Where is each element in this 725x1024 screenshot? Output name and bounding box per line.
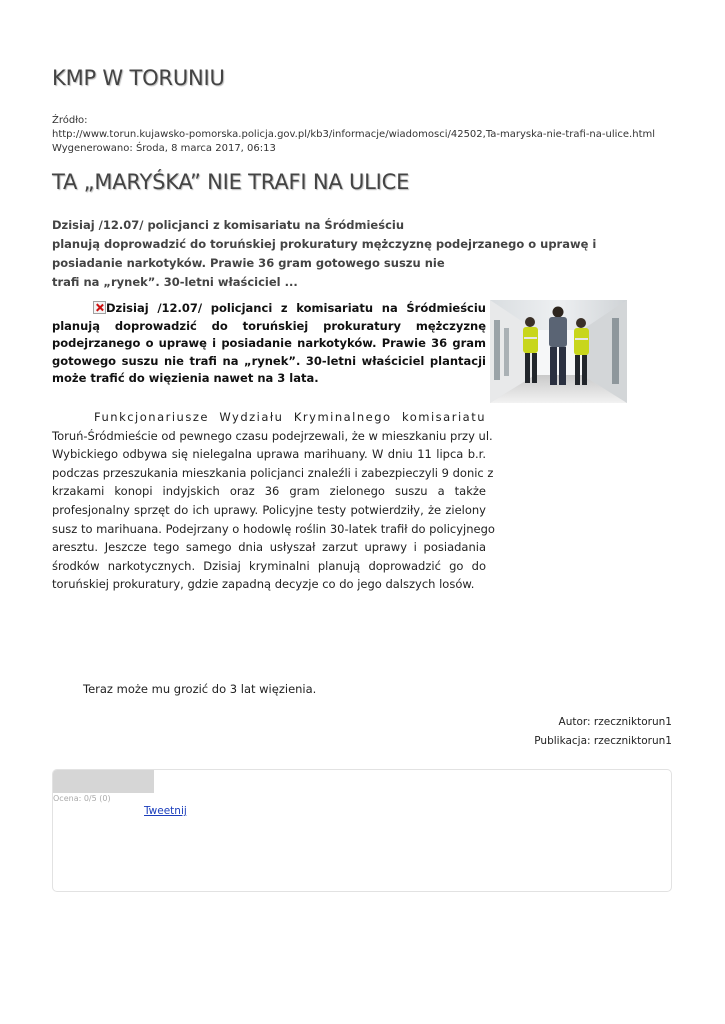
lead-line: Dzisiaj /12.07/ policjanci z komisariatu na Śródmieściu — [52, 218, 405, 232]
body-line: Wybickiego odbywa się nielegalna uprawa marihuany. W dniu 11 lipca b.r. — [52, 447, 486, 462]
article-lead — [52, 216, 597, 292]
site-title: KMP W TORUNIU — [52, 66, 225, 90]
article-title: TA „MARYŚKA” NIE TRAFI NA ULICE — [52, 170, 410, 194]
tweet-link[interactable]: Tweetnij — [144, 805, 187, 817]
rating-stars-bar[interactable] — [53, 770, 154, 793]
author: Autor: rzeczniktorun1 — [558, 716, 672, 728]
body-lead-text: Dzisiaj /12.07/ policjanci z komisariatu na Śródmieściu — [106, 301, 486, 315]
body-lead-line — [52, 300, 486, 318]
article-body-lead — [52, 300, 486, 388]
body-line: krzakami konopi indyjskich oraz 36 gram zielonego suszu a także — [52, 484, 486, 499]
lead-line: posiadanie narkotyków. Prawie 36 gram gotowego suszu nie — [52, 256, 445, 270]
source-block — [52, 114, 655, 156]
body-line: aresztu. Jeszcze tego samego dnia usłyszał zarzut uprawy i posiadania — [52, 540, 486, 555]
article-meta — [534, 713, 672, 751]
body-line: profesjonalny sprzęt do ich uprawy. Policyjne testy potwierdziły, że zielony — [52, 502, 486, 517]
lead-line: trafi na „rynek”. 30-letni właściciel ... — [52, 275, 298, 289]
rating-box — [52, 769, 672, 892]
source-url[interactable]: http://www.torun.kujawsko-pomorska.policja.gov.pl/kb3/informacje/wiadomosci/42502,Ta-maryska-nie-trafi-na-ulice.html — [52, 129, 656, 140]
body-line: susz to marihuana. Podejrzany o hodowlę roślin 30-latek trafił do policyjnego — [52, 521, 495, 536]
body-lead-line: gotowego suszu nie trafi na „rynek”. 30-letni właściciel plantacji — [52, 353, 486, 368]
body-line: toruńskiej prokuratury, gdzie zapadną decyzje co do jego dalszych losów. — [52, 577, 475, 592]
broken-image-icon — [93, 301, 106, 314]
body-line: środków narkotycznych. Dzisiaj kryminalni planują doprowadzić go do — [52, 558, 486, 573]
publication: Publikacja: rzeczniktorun1 — [534, 735, 672, 747]
closing-sentence: Teraz może mu grozić do 3 lat więzienia. — [83, 682, 317, 696]
article-photo — [490, 300, 627, 403]
lead-line: planują doprowadzić do toruńskiej prokuratury mężczyznę podejrzanego o uprawę i — [52, 237, 597, 251]
generated-date: Wygenerowano: Środa, 8 marca 2017, 06:13 — [52, 143, 276, 154]
body-line: Toruń-Śródmieście od pewnego czasu podejrzewali, że w mieszkaniu przy ul. — [52, 428, 493, 443]
article-body — [52, 408, 495, 594]
source-label: Źródło: — [52, 115, 88, 126]
body-line: podczas przeszukania mieszkania policjanci znaleźli i zabezpieczyli 9 donic z — [52, 465, 494, 480]
body-lead-line: podejrzanego o uprawę i posiadanie narkotyków. Prawie 36 gram — [52, 336, 486, 351]
body-lead-line: może trafić do więzienia nawet na 3 lata. — [52, 371, 319, 386]
rating-label: Ocena: 0/5 (0) — [53, 794, 111, 803]
body-line: Funkcjonariusze Wydziału Kryminalnego komisariatu — [94, 410, 486, 424]
body-lead-line: planują doprowadzić do toruńskiej prokuratury mężczyznę — [52, 318, 486, 333]
